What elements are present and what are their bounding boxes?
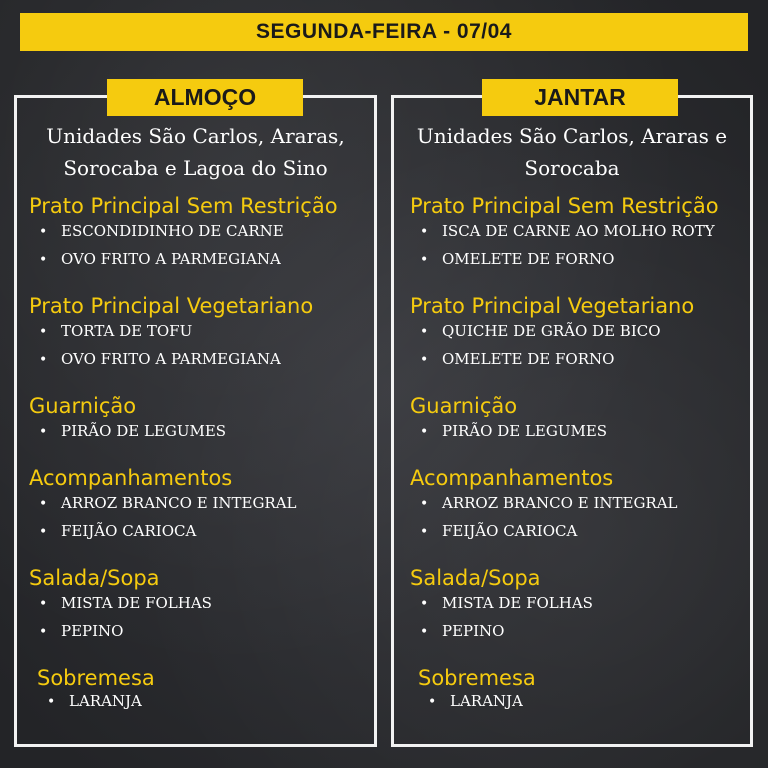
lunch-menu-item bbox=[47, 692, 142, 710]
dinner-menu-item-text: ARROZ BRANCO E INTEGRAL bbox=[442, 494, 678, 512]
bullet-icon: • bbox=[39, 424, 48, 440]
lunch-title: ALMOÇO bbox=[107, 79, 303, 116]
bullet-icon: • bbox=[39, 496, 48, 512]
dinner-menu-item-text: PEPINO bbox=[442, 622, 505, 640]
lunch-menu-item bbox=[39, 522, 196, 540]
lunch-menu-item bbox=[39, 250, 281, 268]
bullet-icon: • bbox=[420, 496, 429, 512]
lunch-menu-item bbox=[39, 222, 284, 240]
lunch-menu-item bbox=[39, 350, 281, 368]
lunch-menu-item-text: LARANJA bbox=[69, 692, 142, 710]
bullet-icon: • bbox=[39, 224, 48, 240]
dinner-menu-item bbox=[420, 422, 607, 440]
dinner-menu-item-text: OMELETE DE FORNO bbox=[442, 250, 615, 268]
lunch-section-title: Acompanhamentos bbox=[29, 466, 233, 490]
dinner-menu-item bbox=[420, 322, 661, 340]
bullet-icon: • bbox=[420, 324, 429, 340]
dinner-menu-item bbox=[420, 522, 577, 540]
bullet-icon: • bbox=[420, 252, 429, 268]
dinner-menu-item bbox=[420, 350, 614, 368]
dinner-menu-item bbox=[420, 494, 678, 512]
dinner-panel bbox=[391, 84, 753, 747]
lunch-menu-item bbox=[39, 594, 212, 612]
dinner-menu-item-text: FEIJÃO CARIOCA bbox=[442, 522, 578, 540]
lunch-menu-item-text: OVO FRITO A PARMEGIANA bbox=[61, 350, 281, 368]
lunch-menu-item-text: FEIJÃO CARIOCA bbox=[61, 522, 197, 540]
date-title: SEGUNDA-FEIRA - 07/04 bbox=[256, 20, 512, 43]
bullet-icon: • bbox=[39, 252, 48, 268]
bullet-icon: • bbox=[39, 596, 48, 612]
dinner-menu-item-text: MISTA DE FOLHAS bbox=[442, 594, 593, 612]
dinner-menu-item-text: LARANJA bbox=[450, 692, 523, 710]
date-banner bbox=[20, 13, 748, 51]
lunch-section-title: Sobremesa bbox=[37, 666, 155, 690]
dinner-section-title: Guarnição bbox=[410, 394, 518, 418]
bullet-icon: • bbox=[47, 694, 56, 710]
bullet-icon: • bbox=[39, 524, 48, 540]
dinner-section-title: Acompanhamentos bbox=[410, 466, 614, 490]
bullet-icon: • bbox=[420, 624, 429, 640]
lunch-menu-item-text: OVO FRITO A PARMEGIANA bbox=[61, 250, 281, 268]
dinner-title: JANTAR bbox=[482, 79, 678, 116]
lunch-menu-item-text: TORTA DE TOFU bbox=[61, 322, 193, 340]
lunch-section-title: Prato Principal Vegetariano bbox=[29, 294, 314, 318]
lunch-panel bbox=[14, 84, 377, 747]
lunch-menu-item-text: MISTA DE FOLHAS bbox=[61, 594, 212, 612]
lunch-menu-item bbox=[39, 322, 192, 340]
bullet-icon: • bbox=[39, 324, 48, 340]
lunch-units-line: Unidades São Carlos, Araras, bbox=[46, 124, 345, 148]
lunch-section-title: Salada/Sopa bbox=[29, 566, 160, 590]
dinner-menu-item-text: PIRÃO DE LEGUMES bbox=[442, 422, 608, 440]
lunch-section-title: Guarnição bbox=[29, 394, 137, 418]
lunch-menu-item bbox=[39, 422, 226, 440]
dinner-menu-item bbox=[420, 622, 504, 640]
lunch-units bbox=[17, 120, 374, 184]
dinner-menu-item bbox=[420, 250, 614, 268]
bullet-icon: • bbox=[420, 224, 429, 240]
bullet-icon: • bbox=[39, 352, 48, 368]
lunch-units-line: Sorocaba e Lagoa do Sino bbox=[63, 156, 328, 180]
dinner-menu-item-text: QUICHE DE GRÃO DE BICO bbox=[442, 322, 661, 340]
lunch-menu-item bbox=[39, 494, 297, 512]
dinner-menu-item bbox=[420, 222, 715, 240]
lunch-section-title: Prato Principal Sem Restrição bbox=[29, 194, 338, 218]
lunch-menu-item-text: PIRÃO DE LEGUMES bbox=[61, 422, 227, 440]
bullet-icon: • bbox=[420, 424, 429, 440]
dinner-menu-item bbox=[428, 692, 523, 710]
dinner-section-title: Sobremesa bbox=[418, 666, 536, 690]
dinner-menu-item-text: OMELETE DE FORNO bbox=[442, 350, 615, 368]
dinner-section-title: Salada/Sopa bbox=[410, 566, 541, 590]
lunch-menu-item-text: PEPINO bbox=[61, 622, 124, 640]
bullet-icon: • bbox=[428, 694, 437, 710]
dinner-menu-item-text: ISCA DE CARNE AO MOLHO ROTY bbox=[442, 222, 715, 240]
lunch-menu-item-text: ARROZ BRANCO E INTEGRAL bbox=[61, 494, 297, 512]
lunch-menu-item-text: ESCONDIDINHO DE CARNE bbox=[61, 222, 284, 240]
dinner-section-title: Prato Principal Vegetariano bbox=[410, 294, 695, 318]
dinner-units bbox=[394, 120, 750, 184]
bullet-icon: • bbox=[39, 624, 48, 640]
dinner-section-title: Prato Principal Sem Restrição bbox=[410, 194, 719, 218]
bullet-icon: • bbox=[420, 596, 429, 612]
dinner-units-line: Sorocaba bbox=[524, 156, 620, 180]
lunch-menu-item bbox=[39, 622, 123, 640]
dinner-menu-item bbox=[420, 594, 593, 612]
bullet-icon: • bbox=[420, 352, 429, 368]
bullet-icon: • bbox=[420, 524, 429, 540]
dinner-units-line: Unidades São Carlos, Araras e bbox=[416, 124, 728, 148]
